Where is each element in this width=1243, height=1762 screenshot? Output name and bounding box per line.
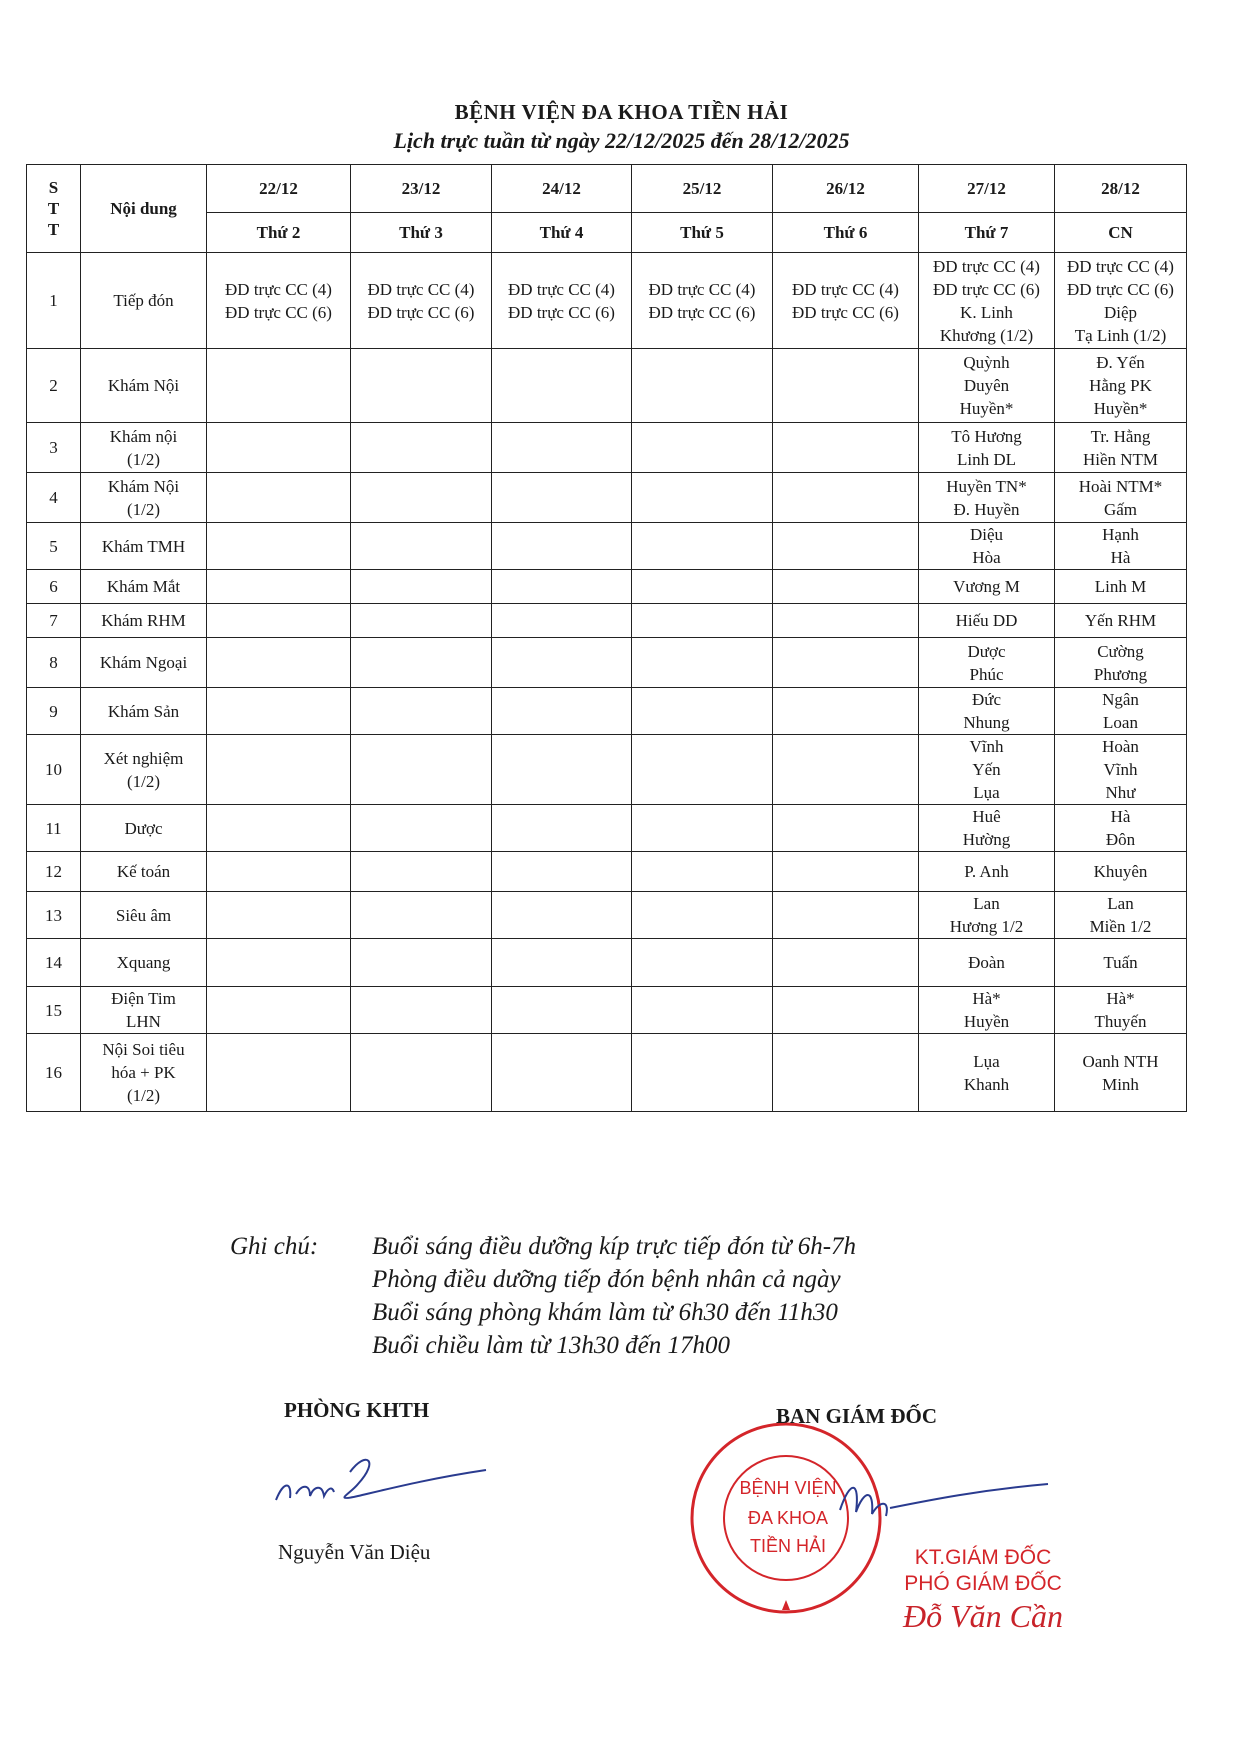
row-number: 10 bbox=[27, 735, 81, 805]
duty-cell bbox=[207, 735, 351, 805]
duty-cell bbox=[1055, 1034, 1187, 1112]
duty-cell bbox=[919, 253, 1055, 349]
duty-cell bbox=[492, 688, 632, 735]
right-signer-name: Đỗ Văn Cần bbox=[903, 1598, 1063, 1634]
staff-name: Minh bbox=[1102, 1074, 1139, 1094]
duty-cell bbox=[632, 253, 773, 349]
schedule-row bbox=[27, 688, 1187, 735]
staff-name: Lan bbox=[1107, 894, 1134, 913]
duty-cell bbox=[919, 570, 1055, 604]
staff-name: Diệu bbox=[969, 525, 1004, 544]
duty-cell bbox=[492, 805, 632, 852]
staff-name: Hoàn bbox=[1102, 737, 1139, 756]
duty-cell bbox=[773, 349, 919, 423]
duty-cell bbox=[492, 939, 632, 987]
duty-cell bbox=[632, 473, 773, 523]
weekday-header: Thứ 7 bbox=[919, 213, 1055, 253]
topic-line: (1/2) bbox=[126, 1086, 161, 1105]
topic-line: Khám Sản bbox=[107, 701, 180, 721]
staff-name: ĐD trực CC (4) bbox=[225, 279, 332, 299]
staff-name: ĐD trực CC (6) bbox=[367, 302, 475, 322]
staff-name: Huê bbox=[972, 807, 1001, 826]
row-number: 16 bbox=[27, 1034, 81, 1112]
duty-cell bbox=[207, 423, 351, 473]
schedule-row bbox=[27, 523, 1187, 570]
weekday-header: Thứ 3 bbox=[351, 213, 492, 253]
topic-line: Tiếp đón bbox=[113, 291, 174, 310]
duty-cell bbox=[207, 892, 351, 939]
duty-cell bbox=[207, 570, 351, 604]
duty-cell bbox=[919, 688, 1055, 735]
duty-cell bbox=[919, 805, 1055, 852]
duty-cell bbox=[632, 688, 773, 735]
staff-name: Lụa bbox=[973, 1051, 1000, 1071]
topic-line: Khám Ngoại bbox=[99, 653, 188, 672]
row-topic bbox=[81, 423, 207, 473]
row-number: 9 bbox=[27, 688, 81, 735]
row-number: 2 bbox=[27, 349, 81, 423]
staff-name: Hoài NTM* bbox=[1078, 476, 1163, 496]
duty-cell bbox=[351, 1034, 492, 1112]
duty-cell bbox=[492, 349, 632, 423]
duty-cell bbox=[207, 349, 351, 423]
duty-cell bbox=[919, 892, 1055, 939]
schedule-row bbox=[27, 987, 1187, 1034]
duty-cell bbox=[632, 939, 773, 987]
duty-cell bbox=[492, 987, 632, 1034]
duty-cell bbox=[1055, 735, 1187, 805]
duty-cell bbox=[919, 987, 1055, 1034]
duty-cell bbox=[773, 1034, 919, 1112]
weekday-header: CN bbox=[1055, 213, 1187, 253]
duty-cell bbox=[492, 253, 632, 349]
duty-cell bbox=[919, 852, 1055, 892]
duty-cell bbox=[492, 423, 632, 473]
staff-name: K. Linh bbox=[960, 302, 1013, 322]
topic-line: (1/2) bbox=[126, 771, 161, 791]
staff-name: Huyền* bbox=[1093, 399, 1148, 418]
date-header: 25/12 bbox=[632, 165, 773, 213]
schedule-row bbox=[27, 735, 1187, 805]
schedule-row bbox=[27, 638, 1187, 688]
duty-cell bbox=[919, 638, 1055, 688]
duty-cell bbox=[773, 423, 919, 473]
row-topic bbox=[81, 805, 207, 852]
hospital-title: BỆNH VIỆN ĐA KHOA TIỀN HẢI bbox=[454, 100, 789, 124]
duty-cell bbox=[773, 939, 919, 987]
staff-name: Đ. Yến bbox=[1096, 353, 1145, 372]
staff-name: Thuyến bbox=[1094, 1012, 1147, 1031]
row-topic bbox=[81, 852, 207, 892]
duty-cell bbox=[773, 805, 919, 852]
staff-name: Tr. Hằng bbox=[1090, 426, 1151, 446]
schedule-body bbox=[27, 253, 1187, 1112]
date-header: 27/12 bbox=[919, 165, 1055, 213]
staff-name: ĐD trực CC (6) bbox=[792, 302, 899, 322]
duty-cell bbox=[919, 604, 1055, 638]
schedule-row bbox=[27, 604, 1187, 638]
duty-cell bbox=[351, 852, 492, 892]
duty-cell bbox=[492, 852, 632, 892]
duty-cell bbox=[351, 735, 492, 805]
duty-cell bbox=[351, 349, 492, 423]
schedule-row bbox=[27, 349, 1187, 423]
note-line: Phòng điều dưỡng tiếp đón bệnh nhân cả ngày bbox=[372, 1266, 841, 1293]
staff-name: ĐD trực CC (4) bbox=[792, 279, 899, 299]
duty-cell bbox=[1055, 423, 1187, 473]
schedule-row bbox=[27, 1034, 1187, 1112]
duty-cell bbox=[351, 688, 492, 735]
left-signature bbox=[262, 1440, 492, 1520]
duty-cell bbox=[492, 1034, 632, 1112]
row-number: 3 bbox=[27, 423, 81, 473]
date-header: 24/12 bbox=[492, 165, 632, 213]
row-topic bbox=[81, 570, 207, 604]
row-topic bbox=[81, 473, 207, 523]
staff-name: P. Anh bbox=[964, 862, 1009, 881]
staff-name: Hằng PK bbox=[1089, 376, 1152, 395]
duty-cell bbox=[492, 473, 632, 523]
row-topic bbox=[81, 987, 207, 1034]
duty-cell bbox=[1055, 523, 1187, 570]
topic-line: Khám Mắt bbox=[106, 577, 181, 596]
staff-name: Đ. Huyền bbox=[953, 499, 1020, 519]
row-number: 15 bbox=[27, 987, 81, 1034]
duty-cell bbox=[207, 253, 351, 349]
duty-cell bbox=[773, 735, 919, 805]
staff-name: Hiền NTM bbox=[1082, 449, 1159, 469]
staff-name: Hiếu DD bbox=[955, 611, 1018, 630]
duty-cell bbox=[1055, 987, 1187, 1034]
duty-cell bbox=[492, 523, 632, 570]
staff-name: Hà* bbox=[1106, 989, 1135, 1008]
staff-name: Hà bbox=[1110, 807, 1131, 826]
duty-cell bbox=[207, 852, 351, 892]
duty-cell bbox=[632, 735, 773, 805]
weekday-header: Thứ 2 bbox=[207, 213, 351, 253]
staff-name: Lan bbox=[973, 894, 1000, 913]
staff-name: ĐD trực CC (4) bbox=[648, 279, 756, 299]
duty-cell bbox=[773, 473, 919, 523]
duty-cell bbox=[351, 604, 492, 638]
topic-line: Khám Nội bbox=[107, 376, 180, 395]
row-topic bbox=[81, 253, 207, 349]
duty-cell bbox=[1055, 638, 1187, 688]
schedule-row bbox=[27, 805, 1187, 852]
topic-line: Khám RHM bbox=[101, 611, 186, 630]
staff-name: Đức bbox=[971, 690, 1002, 709]
duty-cell bbox=[919, 349, 1055, 423]
row-number: 11 bbox=[27, 805, 81, 852]
staff-name: Vĩnh bbox=[969, 737, 1004, 756]
duty-cell bbox=[207, 939, 351, 987]
row-topic bbox=[81, 604, 207, 638]
staff-name: Đoàn bbox=[968, 953, 1005, 972]
staff-name: Oanh NTH bbox=[1082, 1051, 1159, 1071]
duty-cell bbox=[351, 939, 492, 987]
duty-cell bbox=[919, 473, 1055, 523]
staff-name: Vĩnh bbox=[1103, 760, 1138, 779]
row-number: 14 bbox=[27, 939, 81, 987]
staff-name: Linh DL bbox=[956, 449, 1017, 469]
row-topic bbox=[81, 939, 207, 987]
topic-line: Dược bbox=[124, 818, 163, 838]
staff-name: Gấm bbox=[1103, 499, 1138, 519]
duty-cell bbox=[632, 892, 773, 939]
topic-line: Khám TMH bbox=[101, 536, 186, 556]
duty-cell bbox=[632, 570, 773, 604]
planning-dept-title: PHÒNG KHTH bbox=[284, 1398, 430, 1422]
duty-cell bbox=[632, 523, 773, 570]
topic-line: Khám Nội bbox=[107, 476, 180, 496]
staff-name: Lụa bbox=[973, 783, 1000, 802]
duty-cell bbox=[207, 473, 351, 523]
duty-cell bbox=[632, 349, 773, 423]
staff-name: Loan bbox=[1103, 713, 1138, 732]
staff-name: Quỳnh bbox=[963, 353, 1010, 372]
duty-cell bbox=[492, 735, 632, 805]
staff-name: Hà bbox=[1110, 548, 1131, 567]
topic-line: Siêu âm bbox=[115, 905, 172, 925]
staff-name: ĐD trực CC (4) bbox=[508, 279, 615, 299]
weekday-header: Thứ 6 bbox=[773, 213, 919, 253]
deputy-role-line: PHÓ GIÁM ĐỐC bbox=[904, 1572, 1062, 1595]
staff-name: Tạ Linh (1/2) bbox=[1074, 325, 1167, 345]
seal-line: BỆNH VIỆN bbox=[739, 1478, 837, 1498]
staff-name: ĐD trực CC (6) bbox=[648, 302, 756, 322]
schedule-row bbox=[27, 852, 1187, 892]
staff-name: Hương 1/2 bbox=[949, 917, 1024, 936]
staff-name: Tô Hương bbox=[951, 426, 1022, 446]
staff-name: Cường bbox=[1097, 641, 1144, 661]
duty-cell bbox=[632, 805, 773, 852]
row-number: 13 bbox=[27, 892, 81, 939]
duty-cell bbox=[351, 423, 492, 473]
staff-name: Huyền TN* bbox=[946, 476, 1027, 496]
topic-line: (1/2) bbox=[126, 499, 161, 519]
duty-cell bbox=[207, 604, 351, 638]
duty-cell bbox=[632, 852, 773, 892]
duty-cell bbox=[492, 570, 632, 604]
note-line: Buổi sáng phòng khám làm từ 6h30 đến 11h30 bbox=[372, 1299, 838, 1326]
duty-cell bbox=[1055, 473, 1187, 523]
duty-cell bbox=[1055, 939, 1187, 987]
staff-name: Huyền bbox=[963, 1012, 1010, 1031]
notes-lines bbox=[372, 1230, 1072, 1362]
date-header: 23/12 bbox=[351, 165, 492, 213]
staff-name: Khương (1/2) bbox=[939, 325, 1034, 345]
duty-cell bbox=[773, 604, 919, 638]
duty-cell bbox=[773, 638, 919, 688]
duty-cell bbox=[351, 987, 492, 1034]
duty-cell bbox=[773, 523, 919, 570]
duty-cell bbox=[207, 1034, 351, 1112]
duty-cell bbox=[1055, 892, 1187, 939]
duty-cell bbox=[351, 892, 492, 939]
note-line: Buổi sáng điều dưỡng kíp trực tiếp đón từ 6h-7h bbox=[372, 1233, 857, 1260]
staff-name: Khuyên bbox=[1093, 862, 1148, 881]
duty-cell bbox=[351, 638, 492, 688]
weekday-header: Thứ 4 bbox=[492, 213, 632, 253]
schedule-row bbox=[27, 892, 1187, 939]
duty-cell bbox=[919, 1034, 1055, 1112]
topic-line: Xquang bbox=[116, 953, 171, 972]
seal-line: ĐA KHOA bbox=[747, 1508, 829, 1528]
row-topic bbox=[81, 688, 207, 735]
duty-cell bbox=[1055, 570, 1187, 604]
staff-name: Miền 1/2 bbox=[1089, 917, 1152, 936]
staff-name: ĐD trực CC (6) bbox=[933, 279, 1040, 299]
duty-cell bbox=[207, 805, 351, 852]
duty-cell bbox=[351, 253, 492, 349]
topic-line: LHN bbox=[126, 1012, 161, 1031]
duty-cell bbox=[207, 638, 351, 688]
duty-cell bbox=[1055, 852, 1187, 892]
seal-line: TIỀN HẢI bbox=[749, 1536, 826, 1556]
staff-name: Dược bbox=[967, 641, 1006, 661]
date-header: 28/12 bbox=[1055, 165, 1187, 213]
staff-name: Yến RHM bbox=[1084, 611, 1157, 630]
topic-line: hóa + PK bbox=[111, 1063, 176, 1082]
duty-cell bbox=[773, 570, 919, 604]
row-topic bbox=[81, 638, 207, 688]
weekday-header: Thứ 5 bbox=[632, 213, 773, 253]
duty-cell bbox=[773, 987, 919, 1034]
schedule-row bbox=[27, 473, 1187, 523]
duty-cell bbox=[632, 423, 773, 473]
board-of-directors-title: BAN GIÁM ĐỐC bbox=[776, 1404, 937, 1428]
row-number: 6 bbox=[27, 570, 81, 604]
duty-cell bbox=[632, 638, 773, 688]
staff-name: Khanh bbox=[963, 1074, 1010, 1094]
date-header: 26/12 bbox=[773, 165, 919, 213]
row-number: 4 bbox=[27, 473, 81, 523]
duty-cell bbox=[207, 523, 351, 570]
duty-cell bbox=[1055, 805, 1187, 852]
schedule-row bbox=[27, 423, 1187, 473]
topic-line: Khám nội bbox=[109, 426, 178, 446]
duty-cell bbox=[919, 423, 1055, 473]
duty-cell bbox=[351, 570, 492, 604]
deputy-director-block bbox=[868, 1546, 1098, 1635]
duty-cell bbox=[351, 473, 492, 523]
duty-cell bbox=[773, 688, 919, 735]
row-topic bbox=[81, 1034, 207, 1112]
notes-label: Ghi chú: bbox=[230, 1233, 319, 1260]
schedule-subtitle: Lịch trực tuần từ ngày 22/12/2025 đến 28/12/2025 bbox=[393, 128, 850, 153]
staff-name: ĐD trực CC (4) bbox=[367, 279, 475, 299]
deputy-role-line: KT.GIÁM ĐỐC bbox=[914, 1546, 1052, 1569]
left-signer-name: Nguyễn Văn Diệu bbox=[278, 1540, 431, 1564]
row-topic bbox=[81, 735, 207, 805]
content-header: Nội dung bbox=[81, 165, 207, 253]
duty-cell bbox=[1055, 604, 1187, 638]
topic-line: Xét nghiệm bbox=[103, 748, 184, 768]
duty-cell bbox=[492, 604, 632, 638]
duty-cell bbox=[919, 735, 1055, 805]
topic-line: (1/2) bbox=[126, 449, 161, 469]
row-number: 12 bbox=[27, 852, 81, 892]
row-number: 5 bbox=[27, 523, 81, 570]
duty-cell bbox=[773, 892, 919, 939]
row-number: 7 bbox=[27, 604, 81, 638]
row-topic bbox=[81, 349, 207, 423]
duty-cell bbox=[773, 852, 919, 892]
topic-line: Nội Soi tiêu bbox=[102, 1040, 185, 1059]
row-topic bbox=[81, 892, 207, 939]
row-number: 1 bbox=[27, 253, 81, 349]
duty-cell bbox=[1055, 688, 1187, 735]
staff-name: Vương M bbox=[953, 577, 1020, 596]
staff-name: Hạnh bbox=[1102, 525, 1139, 544]
duty-cell bbox=[207, 688, 351, 735]
row-topic bbox=[81, 523, 207, 570]
date-header: 22/12 bbox=[207, 165, 351, 213]
topic-line: Kế toán bbox=[116, 862, 171, 881]
topic-line: Điện Tim bbox=[111, 989, 176, 1008]
schedule-row bbox=[27, 939, 1187, 987]
duty-cell bbox=[351, 523, 492, 570]
duty-cell bbox=[919, 939, 1055, 987]
staff-name: Linh M bbox=[1094, 577, 1147, 596]
staff-name: Hường bbox=[962, 830, 1011, 849]
staff-name: Yến bbox=[972, 760, 1001, 779]
schedule-row bbox=[27, 570, 1187, 604]
duty-cell bbox=[1055, 253, 1187, 349]
duty-cell bbox=[632, 987, 773, 1034]
duty-cell bbox=[773, 253, 919, 349]
staff-name: Diệp bbox=[1103, 302, 1138, 322]
note-line: Buổi chiều làm từ 13h30 đến 17h00 bbox=[372, 1332, 731, 1359]
duty-cell bbox=[492, 638, 632, 688]
staff-name: Phúc bbox=[969, 664, 1004, 684]
stt-header: S T T bbox=[27, 165, 81, 253]
staff-name: ĐD trực CC (6) bbox=[508, 302, 615, 322]
staff-name: ĐD trực CC (6) bbox=[1067, 279, 1174, 299]
duty-cell bbox=[351, 805, 492, 852]
duty-cell bbox=[632, 1034, 773, 1112]
staff-name: Ngân bbox=[1102, 690, 1139, 709]
staff-name: Huyền* bbox=[959, 399, 1014, 418]
staff-name: Phương bbox=[1093, 664, 1148, 684]
staff-name: Nhung bbox=[963, 713, 1010, 732]
staff-name: ĐD trực CC (4) bbox=[1067, 256, 1174, 276]
duty-cell bbox=[632, 604, 773, 638]
right-signature bbox=[820, 1470, 1050, 1530]
schedule-row bbox=[27, 253, 1187, 349]
staff-name: Đôn bbox=[1105, 830, 1136, 849]
duty-cell bbox=[1055, 349, 1187, 423]
staff-name: Duyên bbox=[963, 376, 1010, 395]
staff-name: Như bbox=[1105, 783, 1136, 802]
duty-cell bbox=[207, 987, 351, 1034]
staff-name: ĐD trực CC (6) bbox=[225, 302, 332, 322]
staff-name: Hòa bbox=[972, 548, 1001, 567]
staff-name: Tuấn bbox=[1103, 953, 1138, 972]
duty-cell bbox=[919, 523, 1055, 570]
duty-schedule-table bbox=[26, 164, 1187, 1112]
duty-cell bbox=[492, 892, 632, 939]
staff-name: Hà* bbox=[972, 989, 1001, 1008]
row-number: 8 bbox=[27, 638, 81, 688]
staff-name: ĐD trực CC (4) bbox=[933, 256, 1040, 276]
